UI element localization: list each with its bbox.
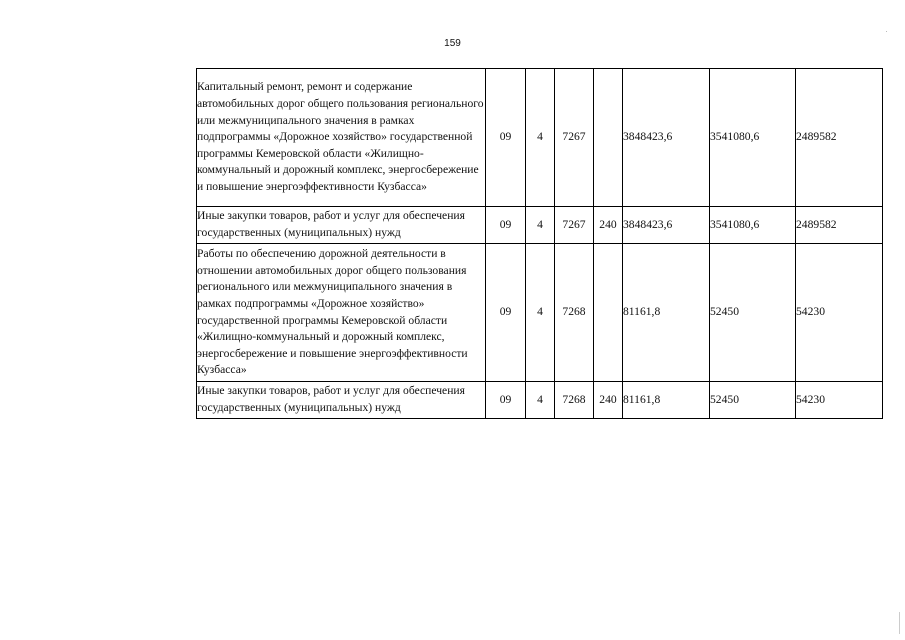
- year3-amount-cell: 54230: [796, 244, 883, 382]
- section-cell: 09: [486, 382, 526, 419]
- year1-amount-cell: 81161,8: [623, 244, 710, 382]
- scan-edge-mark: [899, 612, 900, 634]
- expense-type-cell: 240: [594, 382, 623, 419]
- target-article-cell: 7267: [555, 207, 594, 244]
- expense-type-cell: 240: [594, 207, 623, 244]
- target-article-cell: 7268: [555, 244, 594, 382]
- target-article-cell: 7268: [555, 382, 594, 419]
- budget-table: [196, 68, 883, 419]
- expense-type-cell: [594, 244, 623, 382]
- expense-type-cell: [594, 69, 623, 207]
- year3-amount-cell: 54230: [796, 382, 883, 419]
- subsection-cell: 4: [526, 69, 555, 207]
- scan-speck: [886, 31, 887, 32]
- page-number: 159: [444, 38, 461, 49]
- year2-amount-cell: 3541080,6: [710, 207, 796, 244]
- table-row: [197, 244, 883, 382]
- table-row: [197, 69, 883, 207]
- section-cell: 09: [486, 69, 526, 207]
- subsection-cell: 4: [526, 244, 555, 382]
- row-description: Иные закупки товаров, работ и услуг для обеспечения государственных (муниципальных) нужд: [197, 207, 486, 244]
- row-description: Капитальный ремонт, ремонт и содержание автомобильных дорог общего пользования регионального или межмуниципального значения в рамках подпрограммы «Дорожное хозяйство» государственной программы Кемеровской области «Жилищно-коммунальный и дорожный комплекс, энергосбережение и повышение энергоэффективности Кузбасса»: [197, 69, 486, 207]
- row-description: Работы по обеспечению дорожной деятельности в отношении автомобильных дорог общего пользования регионального или межмуниципального значения в рамках подпрограммы «Дорожное хозяйство» государственной программы Кемеровской области «Жилищно-коммунальный и дорожный комплекс, энергосбережение и повышение энергоэффективности Кузбасса»: [197, 244, 486, 382]
- section-cell: 09: [486, 244, 526, 382]
- year1-amount-cell: 3848423,6: [623, 207, 710, 244]
- year2-amount-cell: 52450: [710, 244, 796, 382]
- table-row: [197, 382, 883, 419]
- target-article-cell: 7267: [555, 69, 594, 207]
- year2-amount-cell: 52450: [710, 382, 796, 419]
- section-cell: 09: [486, 207, 526, 244]
- subsection-cell: 4: [526, 207, 555, 244]
- year3-amount-cell: 2489582: [796, 69, 883, 207]
- year1-amount-cell: 3848423,6: [623, 69, 710, 207]
- subsection-cell: 4: [526, 382, 555, 419]
- year1-amount-cell: 81161,8: [623, 382, 710, 419]
- row-description: Иные закупки товаров, работ и услуг для обеспечения государственных (муниципальных) нужд: [197, 382, 486, 419]
- table-row: [197, 207, 883, 244]
- year3-amount-cell: 2489582: [796, 207, 883, 244]
- year2-amount-cell: 3541080,6: [710, 69, 796, 207]
